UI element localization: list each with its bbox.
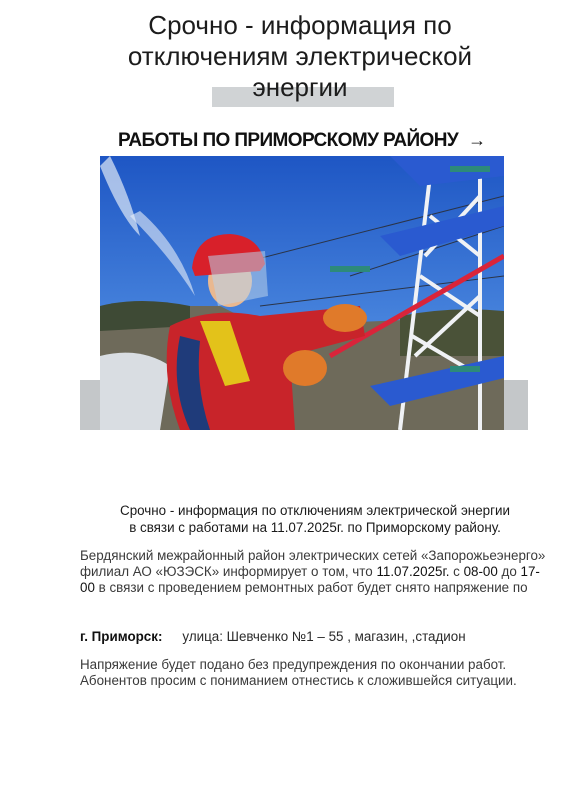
lead-text — [90, 502, 540, 536]
arrow-right-icon: → — [468, 130, 486, 150]
notice-text-2: с — [449, 564, 464, 579]
section-heading — [118, 130, 485, 152]
notice-text-1: Бердянский межрайонный район электрических сетей «Запорожьеэнерго» филиал АО «ЮЗЭСК» информирует о том, что — [80, 548, 546, 579]
closing-paragraph: Напряжение будет подано без предупреждения по окончании работ. Абонентов просим с пониманием отнестись к сложившейся ситуации. — [80, 657, 517, 688]
city-label: г. Приморск: — [80, 629, 163, 644]
lead-line-2: в связи с работами на 11.07.2025г. по Приморскому району. — [129, 520, 501, 535]
notice-date: 11.07.2025г. — [376, 564, 450, 579]
time-to: 17-00 — [80, 564, 540, 595]
address-line — [80, 629, 466, 644]
section-heading-text: РАБОТЫ ПО ПРИМОРСКОМУ РАЙОНУ — [118, 130, 459, 151]
time-from: 08-00 — [463, 564, 498, 579]
lead-line-1: Срочно - информация по отключениям электрической энергии — [120, 503, 510, 518]
notice-text-4: в связи с проведением ремонтных работ будет снято напряжение по — [94, 580, 528, 595]
page-title: Срочно - информация по отключениям электрической энергии — [127, 10, 473, 102]
notice-text-3: до — [497, 564, 521, 579]
lineman-photo — [100, 156, 504, 430]
address-text: улица: Шевченко №1 – 55 , магазин, ,стадион — [182, 629, 466, 644]
notice-paragraph — [80, 548, 550, 596]
